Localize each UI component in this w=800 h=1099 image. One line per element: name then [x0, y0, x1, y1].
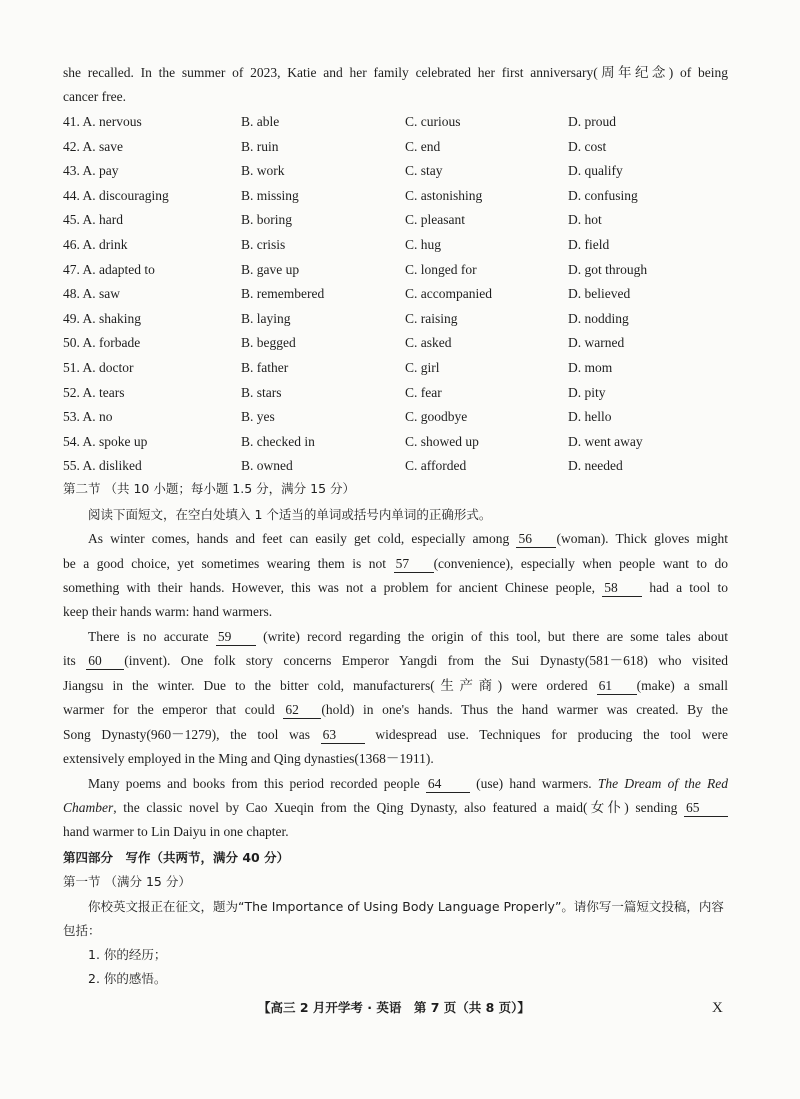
option-label: B. laying	[241, 311, 291, 326]
question-46-option-c[interactable]	[405, 235, 441, 255]
option-label: B. able	[241, 114, 280, 129]
question-51-option-b[interactable]	[241, 358, 288, 378]
question-55-option-b[interactable]	[241, 456, 293, 476]
part4-heading: 第四部分 写作（共两节，满分 40 分）	[63, 850, 290, 865]
option-label: C. asked	[405, 335, 452, 350]
question-47-option-d[interactable]	[568, 260, 647, 280]
blank-58[interactable]: 58	[602, 580, 642, 597]
question-number: 55.	[63, 458, 80, 473]
option-label: C. pleasant	[405, 212, 465, 227]
question-43-option-d[interactable]	[568, 161, 623, 181]
option-label: D. went away	[568, 434, 643, 449]
question-number: 53.	[63, 409, 80, 424]
question-46-option-a[interactable]	[63, 235, 128, 255]
question-53-option-d[interactable]	[568, 407, 612, 427]
question-55-option-a[interactable]	[63, 456, 142, 476]
question-48-option-d[interactable]	[568, 284, 630, 304]
question-number: 50.	[63, 335, 80, 350]
option-label: A. nervous	[82, 114, 142, 129]
option-label: B. begged	[241, 335, 296, 350]
option-label: C. end	[405, 139, 441, 154]
question-45-option-c[interactable]	[405, 210, 465, 230]
passage-p1-line-3: something with their hands. However, this was not a problem for ancient Chinese people, 58 had a tool to	[63, 580, 728, 595]
question-52-option-b[interactable]	[241, 383, 282, 403]
question-51-option-a[interactable]	[63, 358, 134, 378]
question-49-option-b[interactable]	[241, 309, 291, 329]
question-44-option-b[interactable]	[241, 186, 299, 206]
blank-59[interactable]: 59	[216, 629, 256, 646]
option-label: D. warned	[568, 335, 625, 350]
question-number: 41.	[63, 114, 80, 129]
intro-line-2: cancer free.	[63, 89, 126, 104]
question-54-option-a[interactable]	[63, 432, 147, 452]
passage-p1-line-2: be a good choice, yet sometimes wearing them is not 57 (convenience), especially when people want to do	[63, 556, 728, 571]
option-label: D. cost	[568, 139, 607, 154]
option-label: A. forbade	[82, 335, 141, 350]
part4-item-2: 2. 你的感悟。	[88, 971, 167, 986]
part4-subheading: 第一节 （满分 15 分）	[63, 874, 191, 889]
passage-p2-line-4: warmer for the emperor that could 62 (hold) in one's hands. Thus the hand warmer was created. By the	[63, 702, 729, 717]
question-41-option-c[interactable]	[405, 112, 461, 132]
passage-p2-line-6: extensively employed in the Ming and Qing dynasties(1368－1911).	[63, 751, 434, 766]
question-52-option-d[interactable]	[568, 383, 606, 403]
option-label: D. nodding	[568, 311, 629, 326]
question-number: 42.	[63, 139, 80, 154]
question-41-option-a[interactable]	[63, 112, 142, 132]
question-44-option-d[interactable]	[568, 186, 638, 206]
option-label: A. hard	[82, 212, 124, 227]
question-53-option-b[interactable]	[241, 407, 275, 427]
option-label: A. pay	[82, 163, 119, 178]
blank-62[interactable]: 62	[283, 702, 321, 719]
question-46-option-b[interactable]	[241, 235, 285, 255]
option-label: D. confusing	[568, 188, 638, 203]
part4-prompt-line-1: 你校英文报正在征文，题为“The Importance of Using Body Language Properly”。请你写一篇短文投稿，内容	[88, 899, 724, 914]
option-label: A. spoke up	[82, 434, 148, 449]
question-42-option-d[interactable]	[568, 137, 606, 157]
question-number: 52.	[63, 385, 80, 400]
question-41-option-d[interactable]	[568, 112, 616, 132]
option-label: B. ruin	[241, 139, 279, 154]
question-50-option-c[interactable]	[405, 333, 452, 353]
passage-p1-line-4: keep their hands warm: hand warmers.	[63, 604, 273, 619]
question-55-option-d[interactable]	[568, 456, 623, 476]
option-label: C. fear	[405, 385, 442, 400]
option-label: D. believed	[568, 286, 631, 301]
blank-57[interactable]: 57	[394, 556, 434, 573]
question-49-option-c[interactable]	[405, 309, 458, 329]
option-label: D. proud	[568, 114, 616, 129]
question-45-option-a[interactable]	[63, 210, 123, 230]
option-label: C. hug	[405, 237, 442, 252]
question-number: 51.	[63, 360, 80, 375]
question-49-option-a[interactable]	[63, 309, 141, 329]
option-label: B. crisis	[241, 237, 286, 252]
question-48-option-b[interactable]	[241, 284, 324, 304]
question-51-option-d[interactable]	[568, 358, 612, 378]
question-48-option-a[interactable]	[63, 284, 120, 304]
question-51-option-c[interactable]	[405, 358, 440, 378]
option-label: B. father	[241, 360, 289, 375]
option-label: C. raising	[405, 311, 458, 326]
question-52-option-c[interactable]	[405, 383, 442, 403]
option-label: B. missing	[241, 188, 299, 203]
option-label: A. shaking	[82, 311, 142, 326]
question-49-option-d[interactable]	[568, 309, 629, 329]
intro-line-1: she recalled. In the summer of 2023, Katie and her family celebrated her first anniversary(周年纪念) of being	[63, 65, 728, 80]
question-46-option-d[interactable]	[568, 235, 609, 255]
option-label: C. longed for	[405, 262, 477, 277]
blank-61[interactable]: 61	[597, 678, 637, 695]
option-label: A. drink	[82, 237, 128, 252]
option-label: B. owned	[241, 458, 293, 473]
option-label: A. no	[82, 409, 113, 424]
option-label: D. got through	[568, 262, 648, 277]
question-54-option-b[interactable]	[241, 432, 315, 452]
question-54-option-d[interactable]	[568, 432, 643, 452]
option-label: C. girl	[405, 360, 440, 375]
question-48-option-c[interactable]	[405, 284, 492, 304]
blank-65[interactable]: 65	[684, 800, 728, 817]
question-53-option-c[interactable]	[405, 407, 467, 427]
question-43-option-a[interactable]	[63, 161, 119, 181]
passage-p1-line-1: As winter comes, hands and feet can easily get cold, especially among 56 (woman). Thick gloves might	[88, 531, 729, 546]
question-47-option-c[interactable]	[405, 260, 477, 280]
passage-p3-line-3: hand warmer to Lin Daiyu in one chapter.	[63, 824, 289, 839]
question-54-option-c[interactable]	[405, 432, 479, 452]
blank-56[interactable]: 56	[516, 531, 556, 548]
question-number: 46.	[63, 237, 80, 252]
question-number: 47.	[63, 262, 80, 277]
option-label: C. showed up	[405, 434, 479, 449]
question-44-option-c[interactable]	[405, 186, 482, 206]
passage-p2-line-1: There is no accurate 59 (write) record regarding the origin of this tool, but there are some tales about	[88, 629, 729, 644]
question-42-option-a[interactable]	[63, 137, 123, 157]
blank-63[interactable]: 63	[321, 727, 365, 744]
question-number: 54.	[63, 434, 80, 449]
blank-60[interactable]: 60	[86, 653, 124, 670]
part4-prompt-line-2: 包括：	[63, 923, 101, 938]
option-label: A. saw	[82, 286, 121, 301]
option-label: B. remembered	[241, 286, 325, 301]
page-footer: 【高三 2 月开学考 · 英语 第 7 页（共 8 页）】	[258, 1000, 530, 1015]
question-45-option-d[interactable]	[568, 210, 602, 230]
option-label: A. discouraging	[82, 188, 169, 203]
section2-heading: 第二节 （共 10 小题；每小题 1.5 分，满分 15 分）	[63, 481, 356, 496]
footer-mark: X	[712, 1000, 723, 1016]
option-label: D. qualify	[568, 163, 623, 178]
option-label: A. disliked	[82, 458, 142, 473]
option-label: C. accompanied	[405, 286, 492, 301]
passage-p2-line-5: Song Dynasty(960－1279), the tool was 63 widespread use. Techniques for producing the tool were	[63, 727, 729, 742]
question-55-option-c[interactable]	[405, 456, 466, 476]
option-label: C. astonishing	[405, 188, 483, 203]
option-label: B. stars	[241, 385, 282, 400]
section2-instruction: 阅读下面短文，在空白处填入 1 个适当的单词或括号内单词的正确形式。	[88, 507, 492, 522]
question-47-option-a[interactable]	[63, 260, 155, 280]
question-43-option-c[interactable]	[405, 161, 443, 181]
option-label: B. gave up	[241, 262, 300, 277]
question-number: 48.	[63, 286, 80, 301]
passage-p3-line-1: Many poems and books from this period recorded people 64 (use) hand warmers. The Dream of the Red	[88, 776, 729, 791]
question-50-option-b[interactable]	[241, 333, 296, 353]
question-41-option-b[interactable]	[241, 112, 279, 132]
option-label: D. mom	[568, 360, 613, 375]
question-42-option-b[interactable]	[241, 137, 279, 157]
question-53-option-a[interactable]	[63, 407, 113, 427]
option-label: C. stay	[405, 163, 443, 178]
question-52-option-a[interactable]	[63, 383, 125, 403]
option-label: C. goodbye	[405, 409, 468, 424]
question-45-option-b[interactable]	[241, 210, 292, 230]
option-label: A. save	[82, 139, 124, 154]
question-50-option-d[interactable]	[568, 333, 624, 353]
option-label: D. needed	[568, 458, 623, 473]
option-label: B. boring	[241, 212, 293, 227]
passage-p2-line-2: its 60 (invent). One folk story concerns Emperor Yangdi from the Sui Dynasty(581－618) who visited	[63, 653, 729, 668]
question-number: 43.	[63, 163, 80, 178]
option-label: B. checked in	[241, 434, 315, 449]
option-label: A. adapted to	[82, 262, 155, 277]
option-label: C. curious	[405, 114, 461, 129]
option-label: A. doctor	[82, 360, 134, 375]
option-label: D. field	[568, 237, 610, 252]
passage-p3-line-2: Chamber, the classic novel by Cao Xueqin from the Qing Dynasty, also featured a maid(女仆) sending 65	[63, 798, 728, 818]
option-label: B. work	[241, 163, 285, 178]
blank-64[interactable]: 64	[426, 776, 470, 793]
question-50-option-a[interactable]	[63, 333, 140, 353]
question-number: 49.	[63, 311, 80, 326]
question-number: 44.	[63, 188, 80, 203]
option-label: B. yes	[241, 409, 275, 424]
question-47-option-b[interactable]	[241, 260, 299, 280]
option-label: D. pity	[568, 385, 606, 400]
option-label: A. tears	[82, 385, 125, 400]
question-43-option-b[interactable]	[241, 161, 285, 181]
question-44-option-a[interactable]	[63, 186, 169, 206]
option-label: D. hello	[568, 409, 612, 424]
passage-p2-line-3: Jiangsu in the winter. Due to the bitter cold, manufacturers(生产商) were ordered 61 (make) a small	[63, 678, 729, 693]
option-label: C. afforded	[405, 458, 467, 473]
option-label: D. hot	[568, 212, 602, 227]
question-42-option-c[interactable]	[405, 137, 440, 157]
question-number: 45.	[63, 212, 80, 227]
part4-item-1: 1. 你的经历；	[88, 947, 167, 962]
